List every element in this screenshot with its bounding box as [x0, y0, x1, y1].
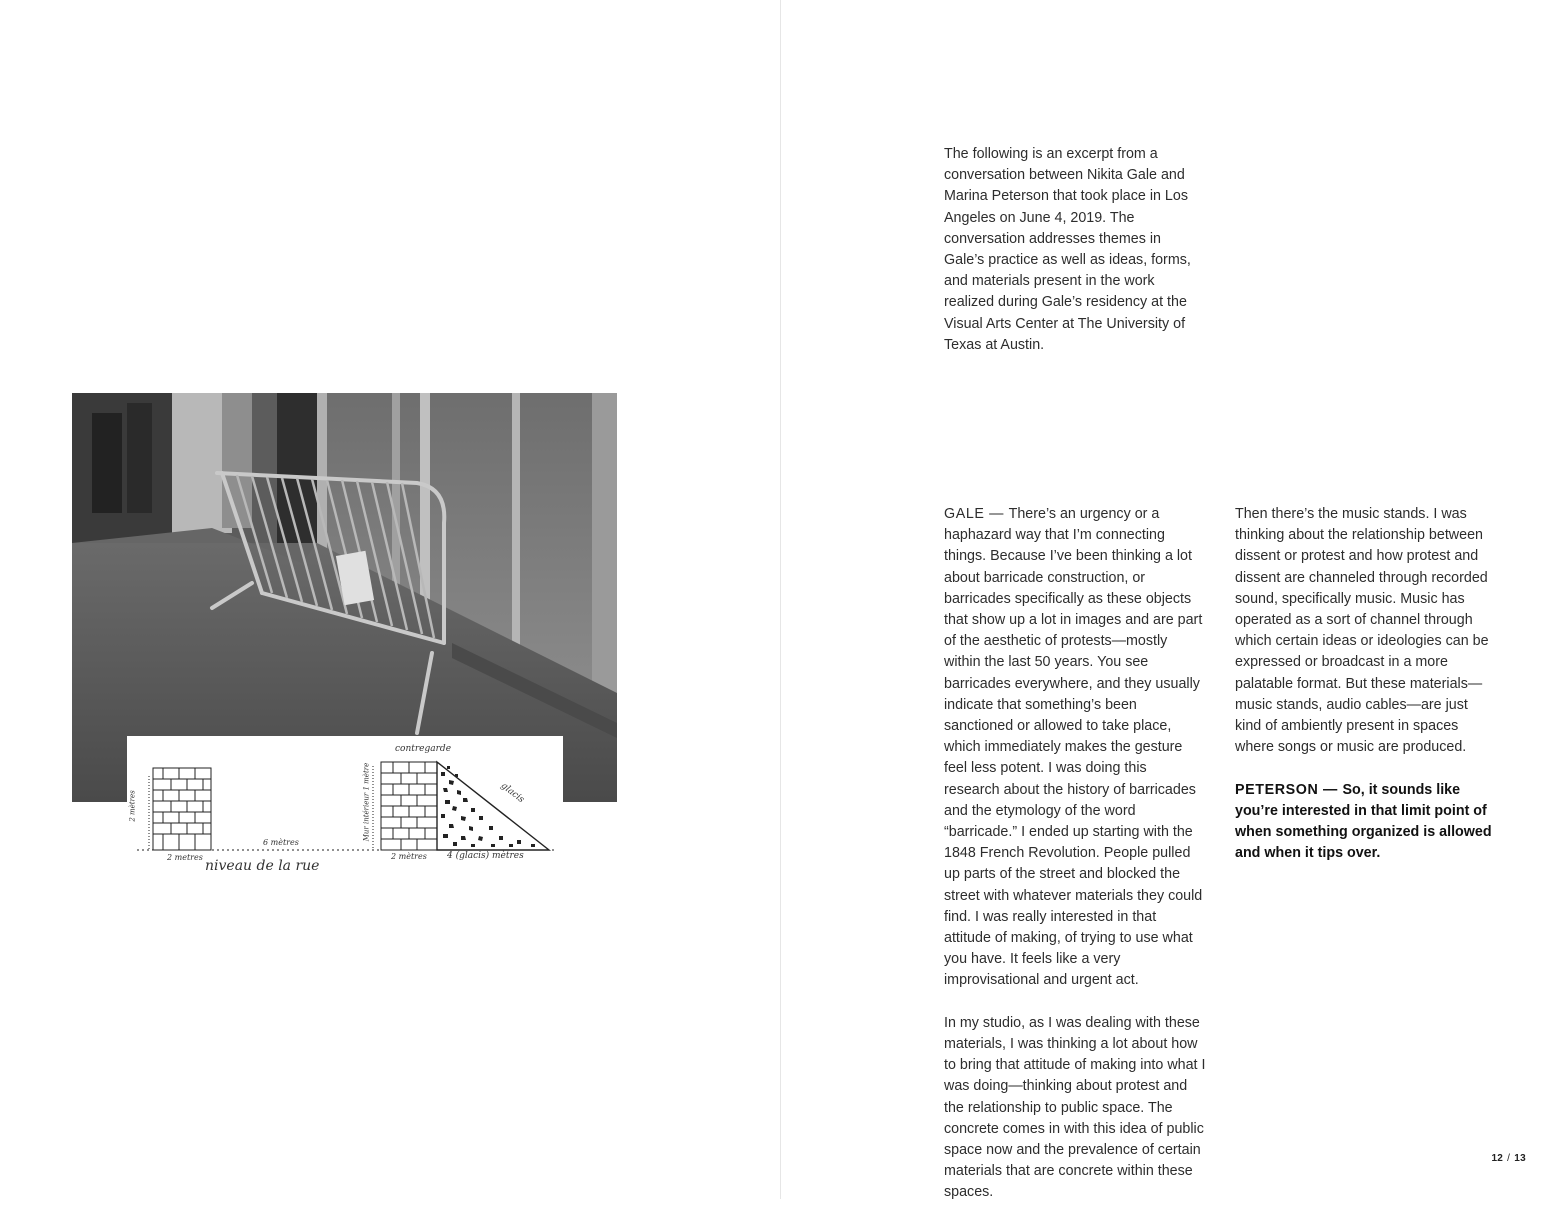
speaker-gale: GALE —: [944, 506, 1009, 522]
sketch-label-2m-right: 2 mètres: [391, 852, 427, 861]
left-page: [0, 0, 780, 1199]
sketch-label-contregarde: contregarde: [395, 744, 452, 754]
gale-paragraph-2: In my studio, as I was dealing with these materials, I was thinking a lot about how to bring that attitude of making into what I was doing—thinking about protest and the relationship to public space. The concrete comes in with this idea of public space now and the prevalence of certain materials that are concrete within these spaces.: [944, 1014, 1206, 1201]
peterson-text: So, it sounds like you’re interested in that limit point of when something organized is allowed and when it tips over.: [1235, 781, 1492, 862]
speaker-peterson: PETERSON —: [1235, 781, 1343, 798]
sketch-label-glacis: glacis: [498, 780, 526, 806]
sketch-label-6m: 6 mètres: [263, 838, 299, 847]
gale-paragraph-3: Then there’s the music stands. I was thinking about the relationship between dissent or protest and how protest and dissent are channeled through recorded sound, specifically music. Music has operated as a sort of channel through which certain ideas or ideologies can be expressed or broadcast in a more palatable format. But these materials—music stands, audio cables—are just kind of ambiently present in spaces where songs or music are produced.: [1235, 506, 1489, 756]
right-page: [781, 0, 1562, 1199]
gale-paragraph-1: [944, 504, 1206, 992]
sketch-caption: niveau de la rue: [205, 858, 320, 874]
page-separator: /: [1507, 1153, 1511, 1164]
barricade-sketch: [127, 736, 563, 886]
peterson-paragraph: [1235, 780, 1497, 865]
intro-paragraph: The following is an excerpt from a conversation between Nikita Gale and Marina Peterson that took place in Los Angeles on June 4, 2019. The conversation addresses themes in Gale’s practice as well as ideas, forms, and materials present in the work realized during Gale’s residency at the Visual Arts Center at The University of Texas at Austin.: [944, 146, 1191, 353]
text-column-2: [1235, 504, 1497, 886]
sketch-label-2m-left: 2 metres: [167, 853, 203, 862]
sketch-label-4m: 4 (glacis) mètres: [447, 851, 524, 861]
page-number: [1491, 1153, 1526, 1164]
text-column-1: [944, 504, 1206, 1225]
gale-text-1: There’s an urgency or a haphazard way that I’m connecting things. Because I’ve been thinking a lot about barricade construction, or barricades specifically as these objects that show up a lot in images and are part of the aesthetic of protests—mostly within the last 50 years. You see barricades everywhere, and they usually indicate that something’s been sanctioned or allowed to take place, which immediately makes the gesture feel less potent. I was doing this research about the history of barricades and the etymology of the word “barricade.” I ended up starting with the 1848 French Revolution. People pulled up parts of the street and blocked the street with whatever materials they could find. I was really interested in that attitude of making, of trying to use what you have. It feels like a very improvisational and urgent act.: [944, 506, 1203, 989]
sketch-label-left-vertical: 2 mètres: [128, 790, 137, 822]
sketch-label-right-vertical: Mur intérieur 1 mètre: [362, 762, 371, 842]
page-total: 13: [1514, 1153, 1526, 1164]
page-current: 12: [1491, 1153, 1504, 1164]
